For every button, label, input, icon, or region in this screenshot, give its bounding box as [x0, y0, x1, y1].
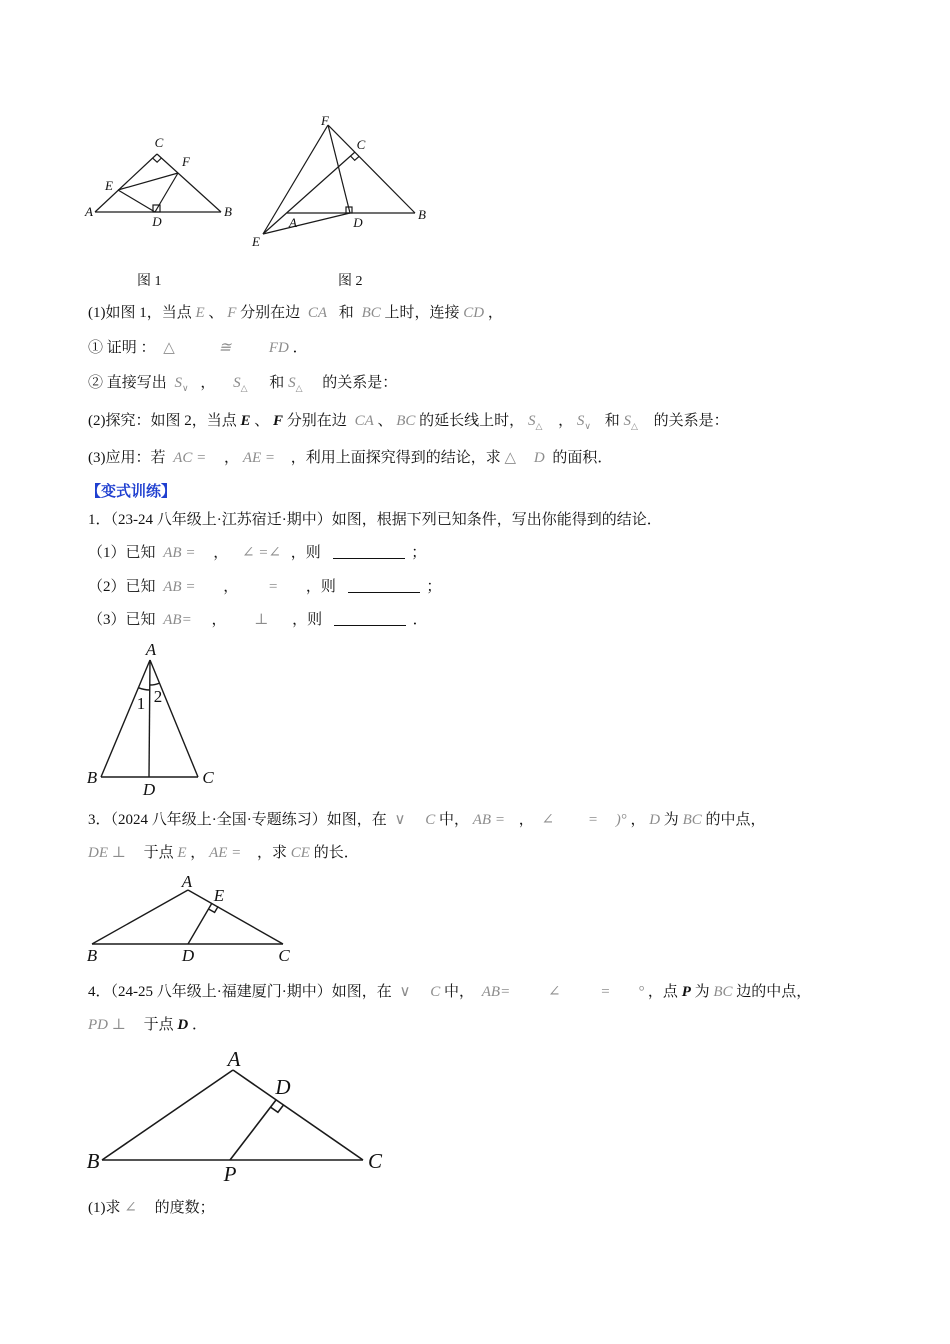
text: 的面积．: [552, 450, 613, 466]
math: ∠: [541, 812, 555, 828]
math: [175, 375, 189, 391]
fig2-segment-ed: [263, 213, 350, 234]
q1-sub2: [88, 577, 441, 597]
fig1-right-angle-c: [153, 158, 162, 162]
q3-label-d: D: [181, 946, 195, 965]
text: 的关系是：: [322, 375, 398, 391]
text: 和: [269, 375, 285, 391]
q3-segment-de: [188, 903, 212, 944]
math: DE ⊥: [88, 845, 126, 861]
fig1-label-e: E: [105, 178, 113, 193]
q1-segment-ad: [149, 660, 150, 777]
text: ；: [426, 579, 442, 595]
var: F: [273, 413, 284, 429]
text: 的长．: [313, 845, 359, 861]
text: ，点: [647, 984, 682, 1000]
answer-blank: [334, 611, 406, 626]
q3-label-b: B: [86, 946, 98, 965]
math: D: [533, 450, 545, 466]
fig2-right-angle-c: [351, 156, 360, 160]
text: 、: [377, 413, 393, 429]
q1-label-d: D: [142, 780, 156, 799]
text: (3)应用：若: [88, 450, 166, 466]
math: ≅: [218, 340, 232, 356]
text: ，: [518, 812, 534, 828]
part1-2-line: [88, 373, 397, 398]
q4-part1-line: [88, 1198, 215, 1218]
math: CD: [463, 305, 485, 321]
fig1-label-f: F: [182, 154, 190, 169]
math-s: S: [576, 413, 585, 429]
text: ，利用上面探究得到的结论，求: [290, 450, 501, 466]
math: =: [587, 812, 598, 828]
math: C: [425, 812, 436, 828]
text: ，则: [305, 579, 336, 595]
q1-side-ac: [150, 660, 198, 777]
math: E: [177, 845, 187, 861]
text: 分别在边: [240, 305, 301, 321]
text: ．: [191, 1017, 207, 1033]
math: FD: [268, 340, 289, 356]
figure-1: [84, 135, 232, 229]
q1-label-angle-2: 2: [153, 687, 163, 706]
q1-label-c: C: [202, 768, 214, 787]
q3-line1: [88, 810, 766, 830]
var: P: [681, 984, 691, 1000]
math-sub: ∨: [182, 383, 189, 393]
math-sub: △: [240, 383, 248, 393]
figure-2-caption: 图 2: [338, 274, 363, 289]
text: ，: [211, 612, 227, 628]
math: [577, 413, 591, 429]
fig1-label-a: A: [85, 204, 93, 219]
text: ，: [224, 450, 240, 466]
q1-sub1: [88, 543, 426, 563]
answer-blank: [348, 578, 420, 593]
math-s: S: [288, 375, 296, 391]
q1-angle-2-arc: [150, 683, 160, 685]
q3-line2: [88, 843, 359, 863]
q4-label-p: P: [223, 1162, 237, 1186]
fig2-line-fb: [328, 125, 415, 213]
text: 上时，连接: [384, 305, 460, 321]
fig2-label-a: A: [289, 215, 297, 230]
text: ，: [200, 375, 216, 391]
math-s: S: [174, 375, 183, 391]
text: 中，: [439, 812, 470, 828]
figure-1-caption: 图 1: [137, 274, 162, 289]
fig2-segment-fd: [328, 125, 350, 213]
q4-segment-pd: [230, 1100, 276, 1160]
text: ，: [213, 545, 229, 561]
var: E: [240, 413, 251, 429]
q1-label-b: B: [86, 768, 98, 787]
text: ，则: [290, 545, 321, 561]
math-s: S: [623, 413, 631, 429]
math: ∨: [394, 812, 406, 828]
q1-sub3: [88, 610, 428, 630]
math: AB =: [163, 579, 196, 595]
text: 的延长线上时，: [419, 413, 525, 429]
text: ，: [190, 845, 206, 861]
q1-side-ab: [101, 660, 150, 777]
math: △: [163, 340, 175, 356]
math: )°: [615, 812, 627, 828]
text: ．: [412, 612, 428, 628]
q3-label-e: E: [213, 886, 225, 905]
math: [288, 375, 302, 391]
math: ∨: [399, 984, 411, 1000]
text: ，则: [292, 612, 323, 628]
text: 边的中点，: [736, 984, 812, 1000]
text: 、: [208, 305, 224, 321]
fig2-label-b: B: [418, 207, 426, 222]
q4-line1: [88, 982, 811, 1002]
text: ，: [558, 413, 574, 429]
math: AC =: [173, 450, 207, 466]
q4-label-d: D: [275, 1075, 291, 1099]
fig1-label-b: B: [224, 204, 232, 219]
text: 分别在边: [286, 413, 347, 429]
math: AE =: [209, 845, 242, 861]
text: ，求: [257, 845, 288, 861]
q4-side-ac: [233, 1070, 363, 1160]
math: °: [638, 984, 645, 1000]
math: C: [430, 984, 441, 1000]
q1-label-a: A: [145, 640, 157, 659]
math: [623, 413, 637, 429]
math: PD ⊥: [88, 1017, 126, 1033]
math: =: [267, 579, 279, 595]
math: ∠: [124, 1200, 137, 1216]
text: 的度数；: [154, 1200, 215, 1216]
figure-2: [251, 113, 426, 249]
q1-angle-1-arc: [138, 688, 150, 690]
q3-side-ac: [188, 890, 283, 944]
text: 为: [694, 984, 710, 1000]
math: AB=: [163, 612, 192, 628]
fig2-line-ec: [263, 152, 355, 234]
math-s: S: [527, 413, 536, 429]
math: E: [195, 305, 205, 321]
text: ，: [223, 579, 239, 595]
text: (1)如图 1，当点: [88, 305, 192, 321]
text: （2）已知: [88, 579, 156, 595]
math: CA: [307, 305, 328, 321]
fig1-label-c: C: [154, 135, 164, 150]
math: ∠ =∠: [241, 545, 281, 561]
math: D: [649, 812, 661, 828]
text: 的中点，: [705, 812, 766, 828]
text: ．: [292, 340, 308, 356]
math: AB =: [163, 545, 196, 561]
fig1-label-d: D: [152, 214, 162, 229]
q4-label-a: A: [227, 1047, 241, 1071]
math: CA: [354, 413, 374, 429]
text: 的关系是：: [653, 413, 729, 429]
text: （3）已知: [88, 612, 156, 628]
math: AB=: [481, 984, 511, 1000]
text: (2)探究：如图 2，当点: [88, 413, 241, 429]
text: 于点: [143, 845, 174, 861]
text: 中，: [444, 984, 475, 1000]
q3-label-c: C: [278, 946, 290, 965]
q3-side-ba: [92, 890, 188, 944]
text: 于点: [143, 1017, 178, 1033]
q1-label-angle-1: 1: [136, 694, 146, 713]
q4-line2: [88, 1015, 207, 1035]
text: ② 直接写出: [88, 375, 167, 391]
text: ，: [630, 812, 646, 828]
text: 和: [604, 413, 620, 429]
text: 4．（24-25 八年级上·福建厦门·期中）如图，在: [88, 984, 392, 1000]
math: △: [504, 450, 517, 466]
text: ；: [411, 545, 427, 561]
q4-label-b: B: [86, 1149, 100, 1173]
part1-1-line: [88, 338, 308, 358]
math: BC: [682, 812, 702, 828]
q4-label-c: C: [367, 1149, 383, 1173]
math-sub: △: [535, 421, 543, 431]
fig2-label-e: E: [252, 234, 260, 249]
q4-right-angle-d: [271, 1105, 284, 1112]
q4-side-ba: [102, 1070, 233, 1160]
var: D: [177, 1017, 189, 1033]
math-sub: △: [630, 421, 638, 431]
q4-figure: [87, 1047, 383, 1186]
text: ，: [487, 305, 503, 321]
part2-line: [88, 411, 729, 436]
math: [528, 413, 542, 429]
fig2-label-f: F: [321, 113, 329, 128]
math-s: S: [233, 375, 241, 391]
q3-label-a: A: [181, 872, 193, 891]
math: ⊥: [254, 612, 269, 628]
math: BC: [361, 305, 381, 321]
text: 、: [254, 413, 270, 429]
text: 为: [663, 812, 679, 828]
part3-line: [88, 448, 612, 468]
math: AB =: [472, 812, 505, 828]
fig2-label-c: C: [356, 137, 366, 152]
fig1-segment-ed: [118, 190, 155, 212]
text: （1）已知: [88, 545, 156, 561]
text: (1)求: [88, 1200, 121, 1216]
math: F: [227, 305, 237, 321]
part1-line: [88, 303, 503, 323]
math-sub: ∨: [584, 421, 591, 431]
math: AE =: [242, 450, 276, 466]
math: ∠: [547, 984, 561, 1000]
math-sub: △: [295, 383, 303, 393]
math: [233, 375, 247, 391]
fig2-label-d: D: [353, 215, 363, 230]
math: BC: [396, 413, 416, 429]
math: =: [600, 984, 611, 1000]
text: ① 证明 ：: [88, 340, 156, 356]
text: 和: [338, 305, 354, 321]
q1-stem: 1．（23-24 八年级上·江苏宿迁·期中）如图，根据下列已知条件，写出你能得到的结论．: [88, 512, 662, 528]
training-header: 【变式训练】: [86, 482, 177, 500]
math: BC: [713, 984, 733, 1000]
q1-figure: [87, 640, 215, 799]
text: 3．（2024 八年级上·全国·专题练习）如图，在: [88, 812, 387, 828]
math: CE: [290, 845, 310, 861]
answer-blank: [333, 544, 405, 559]
q3-figure: [87, 872, 291, 965]
